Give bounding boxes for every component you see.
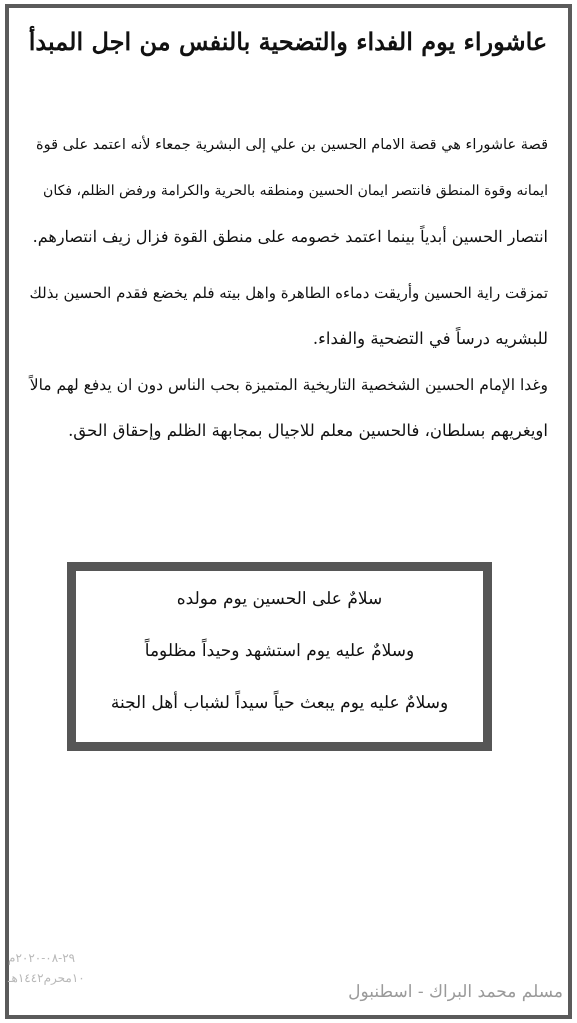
footer-dates [8,948,88,988]
date-hijri: ١٠محرم١٤٤٢هـ [8,971,85,985]
paragraph-line: تمزقت راية الحسين وأريقت دماءه الطاهرة واهل بيته فلم يخضع فقدم الحسين بذلك [29,284,548,302]
quote-line-1: سلامٌ على الحسين يوم مولده [176,589,383,609]
quote-box [67,562,492,751]
paragraph-line: وغدا الإمام الحسين الشخصية التاريخية المتميزة بحب الناس دون ان يدفع لهم مالاً [29,376,548,394]
main-paragraph [28,122,548,454]
quote-line-2: وسلامٌ عليه يوم استشهد وحيداً مظلوماً [144,641,415,661]
date-gregorian: ٢٩-٠٨-٢٠٢٠م [8,951,76,965]
author-signature: مسلم محمد البراك - اسطنبول [348,982,563,1002]
paragraph-line: ايمانه وقوة المنطق فانتصر ايمان الحسين ومنطقه بالحرية والكرامة ورفض الظلم، فكان [43,183,548,199]
paragraph-line: قصة عاشوراء هي قصة الامام الحسين بن علي إلى البشرية جمعاء لأنه اعتمد على قوة [36,137,548,153]
quote-line-3: وسلامٌ عليه يوم يبعث حياً سيداً لشباب أهل الجنة [110,693,449,713]
paragraph-line: انتصار الحسين أبدياً بينما اعتمد خصومه على منطق القوة فزال زيف انتصارهم. [32,227,548,246]
paragraph-line: اويغريهم بسلطان، فالحسين معلم للاجيال بمجابهة الظلم وإحقاق الحق. [68,421,548,440]
paragraph-line: للبشريه درساً في التضحية والفداء. [312,329,548,348]
page-title: عاشوراء يوم الفداء والتضحية بالنفس من اجل المبدأ [28,27,548,56]
